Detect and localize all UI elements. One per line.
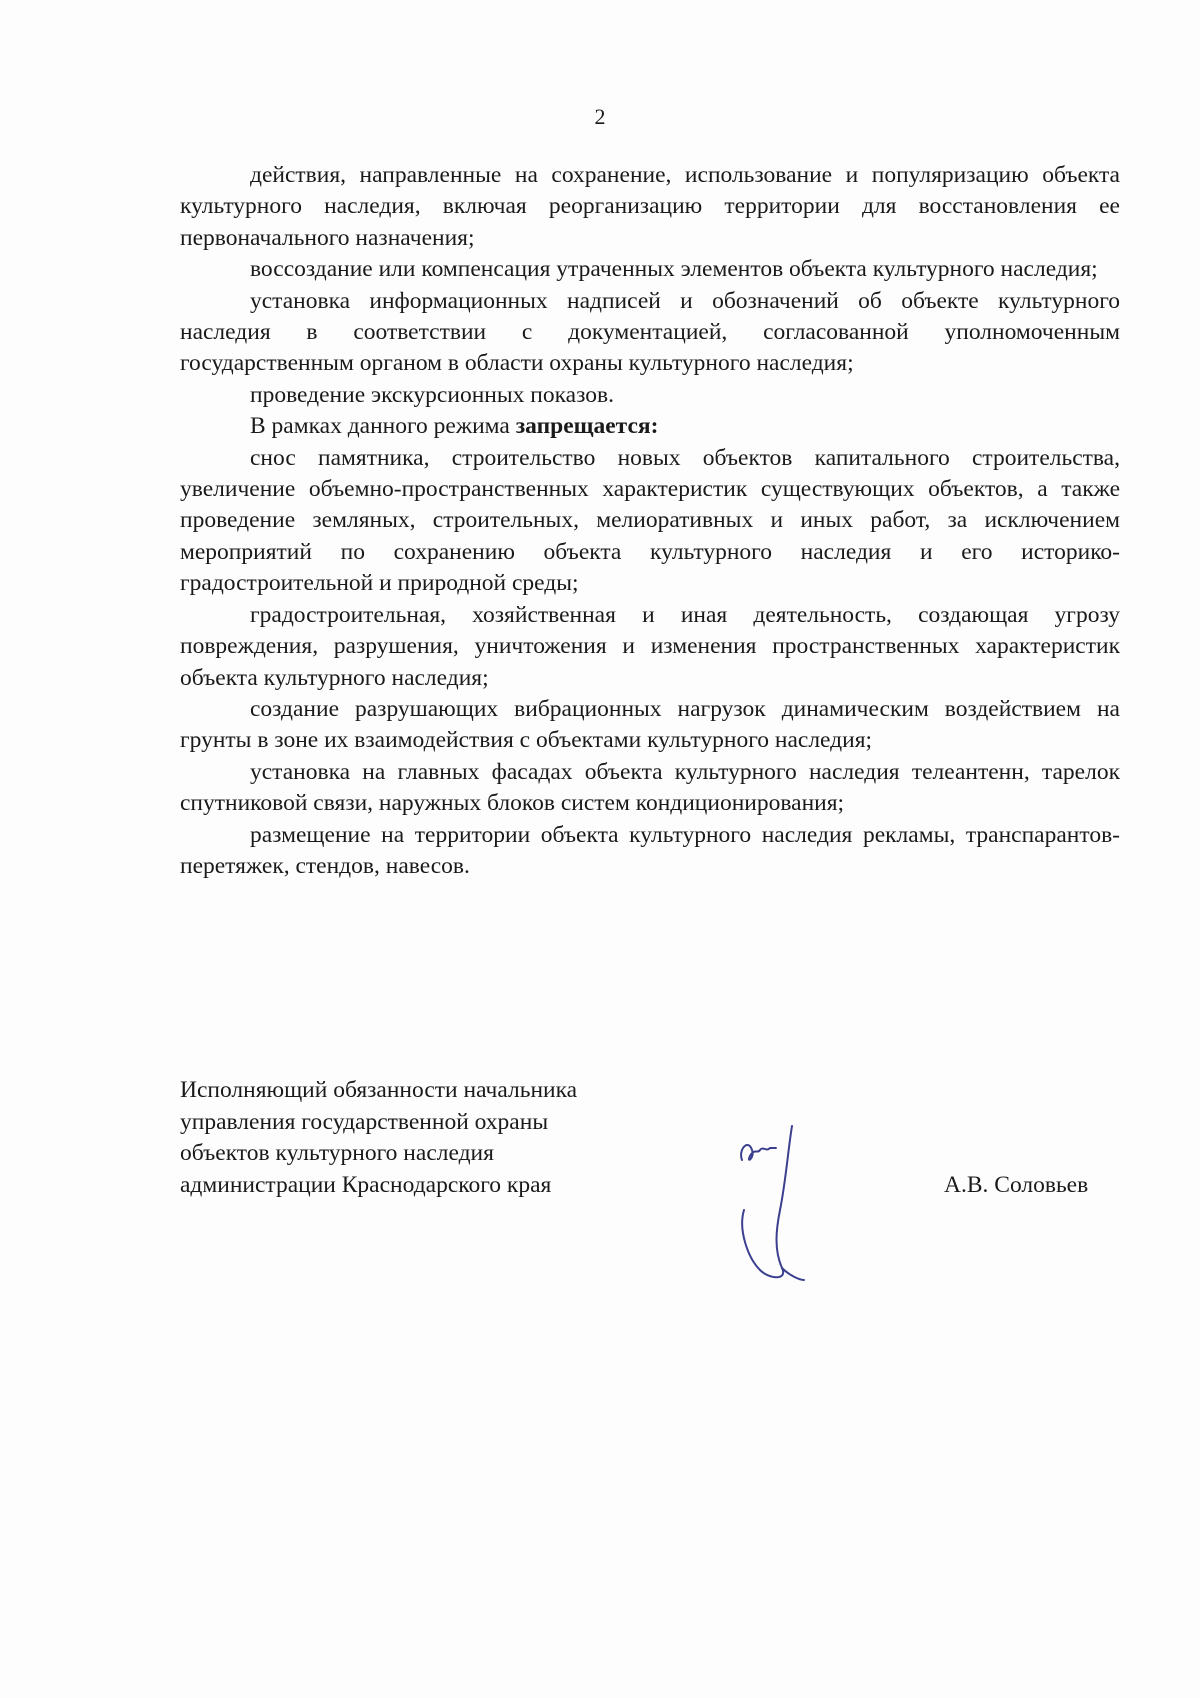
signatory-title [180, 1075, 577, 1201]
paragraph: действия, направленные на сохранение, использование и популяризацию объекта культурного наследия, включая реорганизацию территории для восстановления ее первоначального назначения; [180, 162, 1120, 251]
prohibited-heading: запрещается: [515, 413, 659, 440]
regime-intro-paragraph [180, 411, 1120, 442]
handwritten-signature-icon [730, 1120, 830, 1290]
paragraph: воссоздание или компенсация утраченных элементов объекта культурного наследия; [250, 256, 1098, 283]
paragraph: установка информационных надписей и обозначений об объекте культурного наследия в соответствии с документацией, согласованной уполномоченным государственным органом в области охраны культурного наследия; [180, 287, 1120, 377]
prohibited-item: создание разрушающих вибрационных нагрузок динамическим воздействием на грунты в зоне их взаимодействия с объектами культурного наследия; [180, 695, 1120, 754]
signatory-title-line: Исполняющий обязанности начальника [180, 1077, 578, 1103]
prohibited-item: размещение на территории объекта культурного наследия рекламы, транспарантов-перетяжек, стендов, навесов. [180, 821, 1120, 879]
paragraph: проведение экскурсионных показов. [250, 381, 614, 408]
prohibited-item: снос памятника, строительство новых объектов капитального строительства, увеличение объемно-пространственных характеристик существующих объектов, а также проведение земляных, строительных, мелиоративных и иных работ, за исключением мероприятий по сохранению объекта культурного наследия и его историко-градостроительной и природной среды; [180, 444, 1120, 597]
document-body [180, 160, 1120, 882]
signatory-title-line: объектов культурного наследия [180, 1140, 494, 1166]
signer-name: А.В. Соловьев [944, 1172, 1089, 1198]
prohibited-item: градостроительная, хозяйственная и иная деятельность, создающая угрозу повреждения, разрушения, уничтожения и изменения пространственных характеристик объекта культурного наследия; [180, 601, 1120, 691]
page-number: 2 [594, 104, 606, 129]
prohibited-item: установка на главных фасадах объекта культурного наследия телеантенн, тарелок спутниковой связи, наружных блоков систем кондиционирования; [180, 758, 1120, 817]
signatory-title-line: администрации Краснодарского края [180, 1171, 552, 1198]
regime-intro-text: В рамках данного режима [250, 413, 516, 440]
signatory-title-line: управления государственной охраны [180, 1108, 549, 1135]
